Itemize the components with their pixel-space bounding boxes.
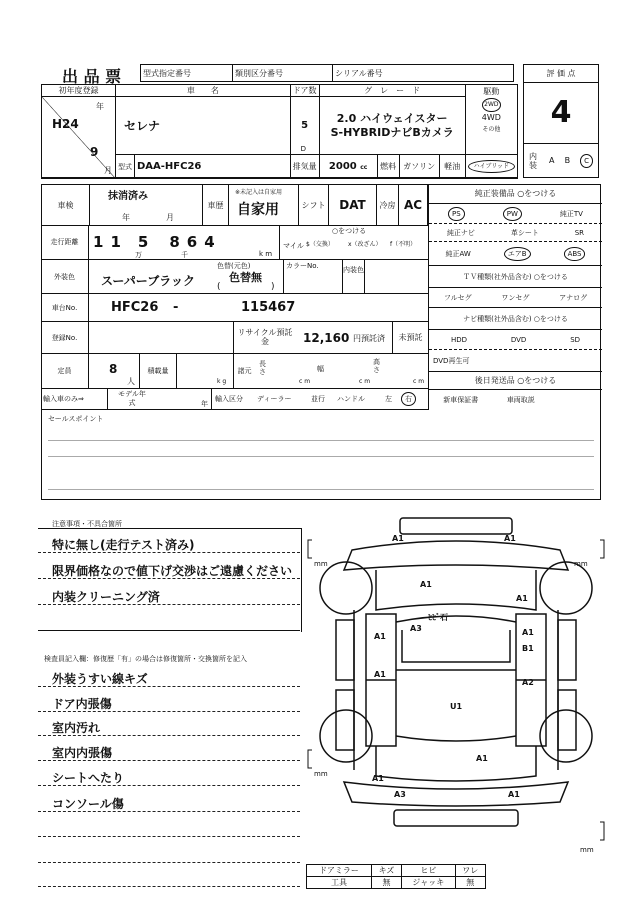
ac-label: 冷房 [377, 185, 399, 226]
inspector-line: コンソール傷 [52, 797, 124, 811]
shift-value: DAT [329, 185, 377, 226]
recycle-unpaid: 未預託 [392, 322, 428, 354]
displacement-label: 排気量 [290, 155, 319, 179]
note-line: 特に無し(走行テスト済み) [52, 538, 195, 552]
sen-unit: 千 [181, 251, 188, 259]
inspection-label: 車検 [42, 185, 90, 226]
damage-mark: A2 [522, 678, 534, 687]
score-label: 評 価 点 [524, 65, 598, 83]
reg-row [41, 322, 428, 354]
damage-mark: A1 [508, 790, 520, 799]
month-unit: 月 [104, 166, 112, 175]
equip-pw: PW [503, 207, 522, 221]
int-color-label: 内装色 [343, 260, 365, 294]
inspector-line: 室内汚れ [52, 721, 101, 735]
spec-table [41, 184, 428, 226]
cm-unit: c m [359, 378, 371, 385]
damage-mark: A1 [476, 754, 488, 763]
kg-unit: k g [217, 378, 227, 385]
tv-analog: アナログ [559, 293, 588, 302]
mileage-digit: 5 [137, 233, 156, 251]
score-box [523, 64, 599, 178]
equip-tv: 純正TV [559, 209, 583, 218]
equip-abs: ABS [564, 247, 586, 261]
tv-oneseg: ワンセグ [501, 293, 530, 302]
drive-other: その他 [482, 126, 501, 133]
inspection-value: 抹消済み [108, 191, 148, 202]
first-reg-month: 9 [90, 145, 99, 159]
fuel-hybrid: ハイブリッド [468, 160, 515, 173]
damage-mark: A1 [374, 670, 386, 679]
recycle-label: リサイクル預託金 [237, 328, 293, 346]
man-unit: 万 [135, 251, 142, 259]
legend-cell: ヒビ [402, 865, 455, 877]
width-label: 幅 [317, 365, 324, 373]
mileage-tamper: x（改ざん） [348, 241, 382, 248]
legend-table [306, 864, 486, 889]
sales-point-lines [48, 440, 594, 490]
mileage-digit: 6 [186, 233, 205, 251]
mark-label: ○をつける [332, 227, 367, 235]
capacity-unit: 人 [127, 377, 135, 386]
import-cat-label: 輸入区分 [215, 395, 243, 403]
capacity-label: 定員 [41, 354, 89, 389]
doors-label: ドア数 [290, 85, 319, 97]
handle-label: ハンドル [337, 395, 365, 403]
chassis-dash: - [173, 300, 179, 315]
model-value: DAA-HFC26 [135, 155, 291, 179]
cc-unit: cc [360, 164, 368, 171]
later-warranty: 新車保証書 [443, 396, 479, 404]
damage-mark: B1 [522, 644, 534, 653]
equip-leather: 革シート [510, 228, 539, 237]
capacity-value: 8 [109, 362, 118, 376]
later-title: 後日発送品 ○をつける [429, 372, 602, 390]
damage-mark: A1 [420, 580, 432, 589]
mileage-unknown: f（不明） [390, 241, 417, 248]
mm-label: mm [314, 770, 328, 778]
import-dealer: ディーラー [257, 395, 292, 403]
dims-label: 諸元 [233, 354, 255, 389]
mileage-digit: 1 [93, 233, 111, 251]
mm-label: mm [580, 846, 594, 854]
inspection-year: 年 [122, 213, 130, 222]
fuel-light-oil: 軽油 [439, 155, 465, 179]
paren-open: ( [217, 282, 221, 292]
equip-navi: 純正ナビ [446, 228, 475, 237]
history-label: 車歴 [203, 185, 229, 226]
color-label: 外装色 [41, 260, 89, 294]
damage-mark: A1 [374, 632, 386, 641]
damage-mark: A1 [504, 534, 516, 543]
equip-ps: PS [448, 207, 465, 221]
chassis-prefix: HFC26 [111, 300, 159, 315]
name-label: 車 名 [116, 85, 291, 97]
grade-line1: 2.0 ハイウェイスター [336, 111, 448, 125]
car-damage-diagram [306, 510, 606, 850]
legend-cell: ワレ [455, 865, 485, 877]
inspector-header: 検査員記入欄：修復歴「有」の場合は修復箇所・交換箇所を記入 [44, 655, 247, 663]
height-label: 高さ [373, 358, 380, 374]
equip-airbag: エアB [504, 247, 531, 261]
equip-aw: 純正AW [445, 249, 471, 258]
repaint-label: 色替(元色) [217, 262, 251, 270]
door-unit: D [300, 145, 307, 153]
mileage-row [41, 225, 428, 260]
inspector-line: シートへたり [52, 771, 125, 785]
capacity-row [41, 354, 428, 389]
navi-hdd: HDD [450, 335, 467, 344]
model-year-label: モデル年式 [118, 390, 146, 407]
recycle-paid: 円預託済 [353, 334, 385, 343]
interior-label: 内装 [529, 151, 538, 170]
equip-sr: SR [574, 228, 585, 237]
displacement-value: 2000 [328, 161, 357, 172]
drive-2wd: 2WD [482, 98, 500, 112]
handle-left: 左 [385, 395, 392, 403]
sales-point-label: セールスポイント [48, 415, 104, 423]
legend-cell: 無 [455, 877, 485, 889]
tv-fullseg: フルセグ [443, 293, 472, 302]
mileage-label: 走行距離 [41, 225, 89, 260]
legend-cell: 無 [371, 877, 401, 889]
doors-value: 5 [301, 120, 309, 131]
damage-mark: ﾋﾋﾞ石 [428, 613, 448, 622]
score-value: 4 [550, 95, 572, 130]
color-no-label: カラーNo. [286, 262, 319, 270]
note-line: 内装クリーニング済 [52, 590, 160, 604]
color-value: スーパーブラック [101, 274, 195, 288]
cm-unit: c m [413, 378, 425, 385]
grade-label: グ レ ー ド [319, 85, 465, 97]
model-year-unit: 年 [201, 400, 208, 408]
header-codes [140, 64, 514, 82]
equip-title: 純正装備品 ○をつける [429, 184, 602, 204]
import-parallel: 並行 [311, 395, 325, 403]
mile-label: マイル [283, 242, 304, 250]
reg-label: 登録No. [41, 322, 89, 354]
import-label: 輸入車のみ⇒ [43, 395, 84, 403]
history-value: 自家用 [237, 202, 279, 218]
paren-close: ) [271, 282, 275, 292]
tv-title: ＴＶ種類(社外品含む) ○をつける [429, 266, 602, 288]
chassis-number: 115467 [241, 300, 296, 315]
fuel-label: 燃料 [377, 155, 399, 179]
chassis-row [41, 294, 428, 322]
cm-unit: c m [299, 378, 311, 385]
interior-c: C [580, 154, 593, 168]
damage-mark: A3 [410, 624, 422, 633]
interior-b: B [564, 156, 571, 165]
dvd-play: DVD再生可 [429, 350, 602, 372]
shift-label: シフト [299, 185, 329, 226]
grade-line2: S-HYBRIDナビBカメラ [330, 125, 454, 139]
mm-label: mm [314, 560, 328, 568]
note-line: 限界価格なので値下げ交渉はご遠慮ください [52, 564, 293, 578]
handle-right: 右 [401, 392, 416, 406]
damage-mark: A3 [394, 790, 406, 799]
damage-mark: A1 [392, 534, 404, 543]
mileage-digit: 1 [110, 233, 128, 251]
navi-title: ナビ種類(社外品含む) ○をつける [429, 308, 602, 330]
km-unit: k m [259, 250, 273, 258]
load-label: 積載量 [139, 354, 177, 389]
equipment-panel [428, 184, 601, 410]
legend-cell: キズ [371, 865, 401, 877]
length-label: 長さ [259, 360, 266, 376]
class-label: 類別区分番号 [233, 65, 333, 82]
interior-a: A [549, 156, 555, 165]
chassis-label: 車台No. [41, 294, 89, 322]
mileage-swap: $（交換） [306, 241, 334, 248]
vehicle-main-table [41, 84, 518, 179]
legend-cell: ドアミラー [307, 865, 372, 877]
navi-sd: SD [570, 335, 581, 344]
model-cert-label: 型式指定番号 [141, 65, 233, 82]
drive-4wd: 4WD [481, 113, 501, 122]
model-label: 型式 [116, 155, 135, 179]
legend-cell: 工具 [307, 877, 372, 889]
damage-mark: U1 [450, 702, 463, 711]
inspector-line: 外装うすい線キズ [52, 672, 148, 686]
form-title: 出 品 票 [62, 67, 122, 86]
private-note: ※未記入は自家用 [235, 189, 283, 196]
inspection-month: 月 [166, 213, 174, 222]
damage-mark: A1 [522, 628, 534, 637]
inspector-line: ドア内張傷 [52, 697, 112, 711]
legend-cell: ジャッキ [402, 877, 455, 889]
repaint-value: 色替無 [229, 271, 262, 284]
drive-label: 駆動 [483, 87, 500, 96]
ac-value: AC [399, 185, 428, 226]
first-reg-label: 初年度登録 [42, 85, 116, 97]
car-name: セレナ [124, 119, 161, 133]
color-row [41, 260, 428, 294]
notes-header: 注意事項・不具合箇所 [52, 520, 122, 528]
serial-label: シリアル番号 [333, 65, 514, 82]
first-reg-era: H24 [52, 117, 79, 131]
later-manual: 車両取説 [506, 396, 535, 404]
navi-dvd: DVD [510, 335, 527, 344]
recycle-value: 12,160 [303, 331, 350, 345]
inspector-line: 室内内張傷 [52, 746, 113, 760]
year-unit: 年 [96, 102, 104, 111]
fuel-gasoline: ガソリン [399, 155, 439, 179]
import-row [41, 389, 428, 410]
mm-label: mm [574, 560, 588, 568]
damage-mark: A1 [372, 774, 384, 783]
damage-mark: A1 [516, 594, 528, 603]
mileage-digit: 4 [204, 233, 222, 251]
mileage-digit: 8 [169, 233, 187, 251]
